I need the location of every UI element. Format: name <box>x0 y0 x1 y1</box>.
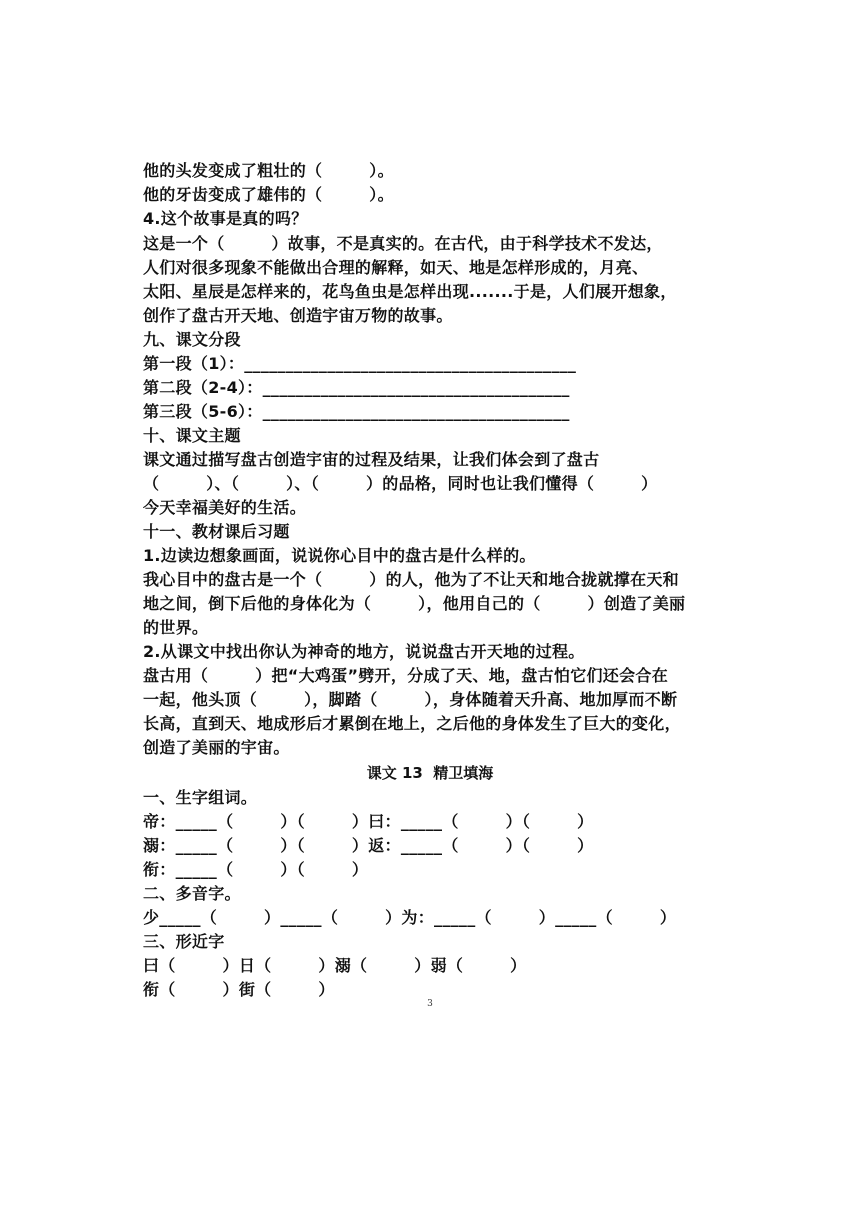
text-line: 曰（ ）日（ ）溺（ ）弱（ ） <box>143 956 527 975</box>
text-line: 他的牙齿变成了雄伟的（ ）。 <box>143 185 394 204</box>
page-number: 3 <box>427 999 433 1009</box>
text-line: 帝：_____（ ）（ ）曰：_____（ ）（ ） <box>143 812 594 831</box>
question-heading: 2.从课文中找出你认为神奇的地方，说说盘古开天地的过程。 <box>143 642 585 661</box>
text-line: 创造了美丽的宇宙。 <box>143 738 290 757</box>
text-line: 地之间，倒下后他的身体化为（ ），他用自己的（ ）创造了美丽 <box>143 594 686 613</box>
text-line: 长高，直到天、地成形后才累倒在地上，之后他的身体发生了巨大的变化， <box>143 714 681 733</box>
text-line: 盘古用（ ）把“大鸡蛋”劈开，分成了天、地，盘古怕它们还会合在 <box>143 666 668 685</box>
text-line: 衔：_____（ ）（ ） <box>143 860 369 879</box>
text-line: 的世界。 <box>143 618 209 637</box>
text-line: 一起，他头顶（ ），脚踏（ ），身体随着天升高、地加厚而不断 <box>143 690 678 709</box>
text-line: 课文通过描写盘古创造宇宙的过程及结果，让我们体会到了盘古 <box>143 450 600 469</box>
text-line: 今天幸福美好的生活。 <box>143 498 307 517</box>
lesson-title: 课文 13 精卫填海 <box>366 764 494 782</box>
text-line: （ ）、（ ）、（ ）的品格，同时也让我们懂得（ ） <box>143 474 658 493</box>
text-line: 第二段（2-4）：_____________________________________ <box>143 378 570 397</box>
text-line: 第三段（5-6）：_____________________________________ <box>143 402 570 421</box>
text-line: 第一段（1）：________________________________________ <box>143 354 577 373</box>
section-heading: 十一、教材课后习题 <box>143 522 290 541</box>
text-line: 少_____（ ）_____（ ）为：_____（ ）_____（ ） <box>143 908 677 927</box>
text-line: 太阳、星辰是怎样来的，花鸟鱼虫是怎样出现.......于是，人们展开想象， <box>143 282 677 301</box>
question-heading: 4.这个故事是真的吗？ <box>143 209 308 228</box>
section-heading: 三、形近字 <box>143 932 225 951</box>
text-line: 衔（ ）街（ ） <box>143 980 335 999</box>
text-line: 他的头发变成了粗壮的（ ）。 <box>143 161 394 180</box>
text-line: 我心目中的盘古是一个（ ）的人，他为了不让天和地合拢就撑在天和 <box>143 570 679 589</box>
question-heading: 1.边读边想象画面，说说你心目中的盘古是什么样的。 <box>143 546 536 565</box>
text-line: 人们对很多现象不能做出合理的解释，如天、地是怎样形成的，月亮、 <box>143 258 649 277</box>
section-heading: 一、生字组词。 <box>143 788 258 807</box>
section-heading: 十、课文主题 <box>143 426 241 445</box>
text-line: 溺：_____（ ）（ ）返：_____（ ）（ ） <box>143 836 594 855</box>
section-heading: 二、多音字。 <box>143 884 241 903</box>
section-heading: 九、课文分段 <box>143 330 241 349</box>
text-line: 创作了盘古开天地、创造宇宙万物的故事。 <box>143 306 453 325</box>
text-line: 这是一个（ ）故事，不是真实的。在古代，由于科学技术不发达， <box>143 234 663 253</box>
